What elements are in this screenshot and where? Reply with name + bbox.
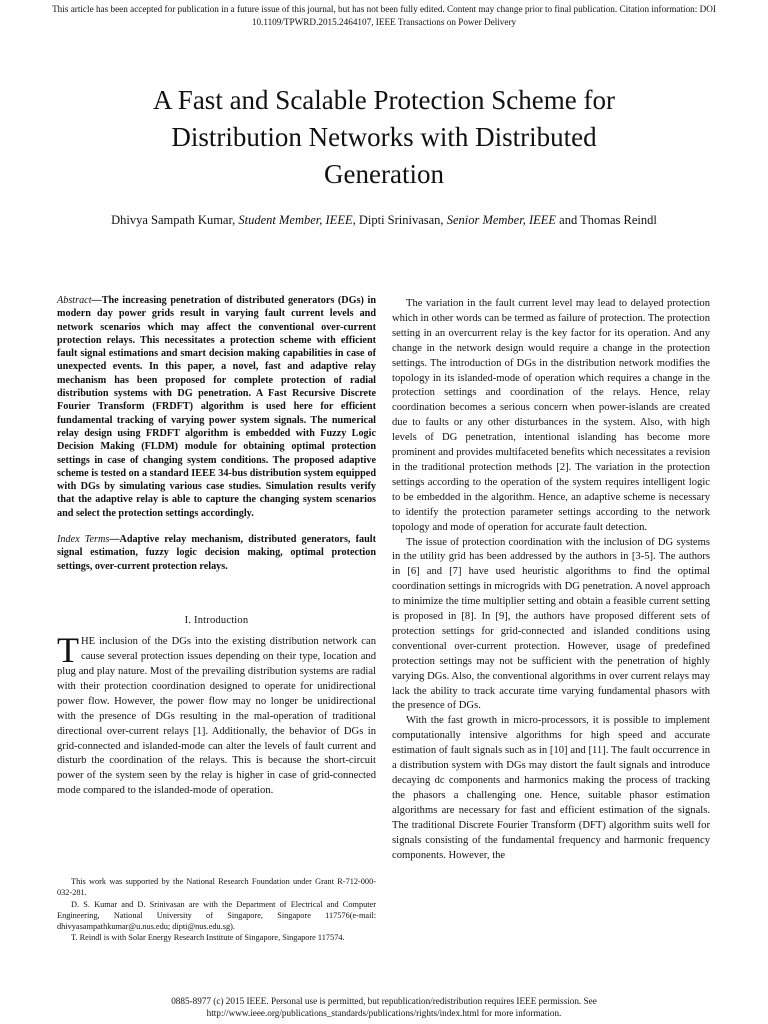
author-name-1: Dhivya Sampath Kumar, [111,213,239,227]
author-role-1: Student Member, IEEE [238,213,353,227]
journal-notice [0,3,768,29]
journal-notice-line1: This article has been accepted for publication in a future issue of this journal, but has not been fully edited. Content may change prior to final publication. Citation information: DOI [52,4,716,14]
footnotes [57,876,376,944]
author-separator-2: and [556,213,581,227]
paper-title [0,82,768,193]
body-paragraph-3: With the fast growth in micro-processors, it is possible to implement computationally intensive algorithms for high speed and accurate estimation of fault signals such as in [10] and [11]. The fault occurrence in a distribution system with DGs may distort the fault signals and introduce decaying dc components and harmonics making the process of tracking the phasors a challenging one. Hence, suitable phasor estimation algorithms are necessary for fast and efficient estimation of the signals. The traditional Discrete Fourier Transform (DFT) algorithm suits well for signals consisting of the fundamental frequency and harmonic frequency components. However, the [392,715,710,861]
introduction-text: HE inclusion of the DGs into the existing distribution network can cause several protection issues depending on their type, location and plug and play nature. Most of the prevailing distribution systems are radial with their protection coordination designed to operate for unidirectional power flow. However, the power flow may no longer be unidirectional with the presence of DGs resulting in the mal-operation of traditional directional over-current relays [1]. Additionally, the behavior of DGs in grid-connected and islanded-mode can alter the levels of fault current and disturb the coordination of the relays. This is because the short-circuit power of the system seen by the relay is higher in case of grid-connected mode compared to the islanded-mode of operation. [57,636,376,797]
index-terms-text: —Adaptive relay mechanism, distributed generators, fault signal estimation, fuzzy logic decision making, optimal protection settings, over-current protection relays. [57,534,376,572]
affiliation-footnote-1: D. S. Kumar and D. Srinivasan are with the Department of Electrical and Computer Engineering, National University of Singapore, Singapore 117576(e-mail: dhivyasampathkumar@u.nus.edu; dipti@nus.edu.sg). [57,899,376,932]
journal-notice-line2: 10.1109/TPWRD.2015.2464107, IEEE Transactions on Power Delivery [251,17,517,27]
author-role-2: Senior Member, IEEE [446,213,557,227]
introduction-heading: I. Introduction [184,614,249,626]
author-name-3: Thomas Reindl [580,213,657,227]
left-column [57,294,376,799]
affiliation-footnote-2: T. Reindl is with Solar Energy Research Institute of Singapore, Singapore 117574. [71,933,345,943]
author-name-2: Dipti Srinivasan, [358,213,447,227]
body-paragraph-1: The variation in the fault current level may lead to delayed protection which in other words can be termed as failure of protection. The protection setting in an overcurrent relay is the key factor for its operation. And any change in the network design would require a change in the protection settings. The introduction of DGs in the distribution network modifies the topology in its islanded-mode of operation which requires a change in the protection settings and coordination of the relays. Hence, relay coordination becomes a serious concern when power-islands are created due to faults or any other disturbances in the system. Also, with high levels of DG penetration, intentional islanding has become more prominent and provides multifaceted benefits which necessitates a revision in the traditional protection methods [2]. The variation in the protection settings according to the operation of the system requires intelligent logic to be embedded in the algorithm. Hence, an adaptive scheme is necessary to identify the protection parameter settings according to the network topology and mode of operation for accurate fault detection. [392,298,710,533]
introduction-paragraph [57,630,376,799]
drop-cap-letter: T [57,630,79,671]
abstract-lead: Abstract [57,295,92,306]
right-column [392,297,710,863]
paper-title-line3: Generation [324,159,444,189]
paper-title-line2: Distribution Networks with Distributed [171,122,597,152]
index-terms [57,533,376,573]
abstract-text: —The increasing penetration of distributed generators (DGs) in modern day power grids result in varying fault current levels and network scenarios which may affect the conventional over-current protection relays. This necessitates a protection scheme with efficient fault signal estimations and smart decision making capabilities in case of unexpected events. In this paper, a novel, fast and adaptive relay mechanism has been proposed for complete protection of radial distribution systems with DG penetration. A Fast Recursive Discrete Fourier Transform (FRDFT) algorithm is used here for efficient fundamental tracking of varying power system signals. The numerical relay design using FRDFT algorithm is embedded with Fuzzy Logic Decision Making (FLDM) module for obtaining optimal protection settings in case of changing system conditions. The proposed adaptive scheme is tested on a standard IEEE 34-bus distribution system equipped with DGs by simulating various case studies. Simulation results verify that the adaptive relay is able to capture the changing system scenarios and select the protection settings accordingly. [57,295,376,519]
funding-footnote: This work was supported by the National Research Foundation under Grant R-712-000-032-281. [57,877,376,898]
copyright-footer [0,995,768,1019]
index-terms-lead: Index Terms [57,534,110,546]
author-separator-1: , [352,213,359,227]
copyright-line2: http://www.ieee.org/publications_standards/publications/rights/index.html for more information. [206,1008,562,1018]
author-list [100,212,668,229]
abstract [57,294,376,520]
body-paragraph-2: The issue of protection coordination with the inclusion of DG systems in the utility grid has been addressed by the authors in [3-5]. The authors in [6] and [7] have used heuristic algorithms to find the optimal coordination settings in microgrids with DG penetration. A novel approach to minimize the time multiplier setting and obtain a feasible current setting is proposed in [8]. In [9], the authors have proposed different sets of protection settings for grid-connected and islanded conditions using conventional over-current protection. However, usage of predefined protection settings may not be sufficient with the penetration of highly varying DGs. Also, the conventional algorithms in over current relays may lack the ability to track accurate time varying fundamental phasors with the presence of DGs. [392,536,710,712]
copyright-line1: 0885-8977 (c) 2015 IEEE. Personal use is permitted, but republication/redistribution requires IEEE permission. See [171,996,597,1006]
paper-title-line1: A Fast and Scalable Protection Scheme for [153,85,615,115]
